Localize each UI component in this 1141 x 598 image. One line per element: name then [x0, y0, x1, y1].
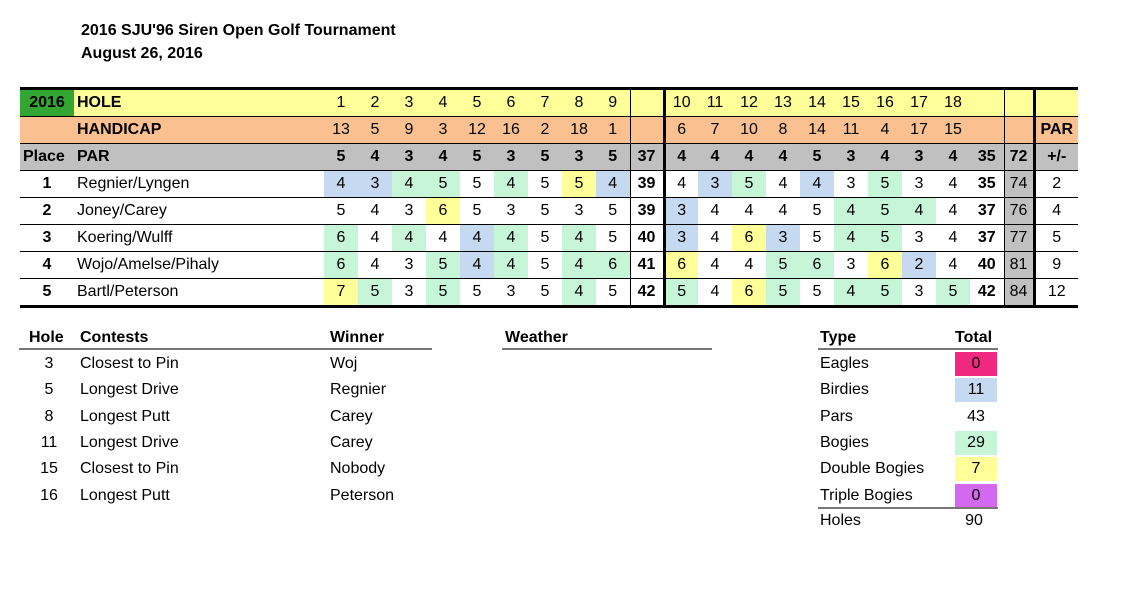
team-total: 74	[1004, 171, 1034, 198]
hole-score: 4	[562, 279, 596, 307]
team-row	[20, 198, 1078, 225]
hole-score: 6	[596, 252, 630, 279]
hole-score: 3	[494, 279, 528, 307]
hole-number: 12	[732, 89, 766, 117]
hole-score: 4	[392, 171, 426, 198]
hole-score: 6	[324, 252, 358, 279]
hole-score: 6	[868, 252, 902, 279]
team-diff: 2	[1034, 171, 1078, 198]
hole-score: 4	[766, 171, 800, 198]
handicap-blank	[20, 117, 74, 144]
hole-score: 3	[562, 198, 596, 225]
scorecard-table	[20, 87, 1078, 308]
hole-score: 5	[732, 171, 766, 198]
hole-number: 6	[494, 89, 528, 117]
hole-score: 5	[766, 279, 800, 307]
hole-row	[20, 89, 1078, 117]
hole-score: 3	[494, 198, 528, 225]
hole-score: 4	[358, 225, 392, 252]
handicap-value: 11	[834, 117, 868, 144]
contest-winner: Woj	[330, 355, 358, 372]
contest-name: Closest to Pin	[80, 460, 179, 478]
hole-score: 4	[358, 198, 392, 225]
team-place: 1	[20, 171, 74, 198]
hole-score: 5	[460, 171, 494, 198]
summary-type: Eagles	[820, 355, 869, 372]
handicap-value: 7	[698, 117, 732, 144]
hole-score: 4	[562, 225, 596, 252]
hole-score: 5	[936, 279, 970, 307]
hole-score: 3	[392, 252, 426, 279]
hole-score: 5	[766, 252, 800, 279]
hole-score: 4	[698, 225, 732, 252]
hole-score: 5	[358, 279, 392, 307]
holes-label: Holes	[820, 512, 861, 529]
par-value: 5	[324, 144, 358, 171]
hole-score: 5	[800, 279, 834, 307]
hole-score: 5	[528, 171, 562, 198]
team-front-total: 41	[630, 252, 664, 279]
hole-score: 4	[732, 198, 766, 225]
par-value: 3	[562, 144, 596, 171]
handicap-value: 8	[766, 117, 800, 144]
contests-winner-header: Winner	[330, 329, 385, 346]
hole-score: 5	[664, 279, 698, 307]
hole-score: 5	[596, 225, 630, 252]
hole-score: 4	[460, 252, 494, 279]
handicap-value: 18	[562, 117, 596, 144]
summary-type: Birdies	[820, 381, 869, 399]
hole-score: 5	[460, 198, 494, 225]
front-total-blank	[630, 117, 664, 144]
hole-score: 4	[324, 171, 358, 198]
handicap-value: 2	[528, 117, 562, 144]
hole-score: 3	[834, 252, 868, 279]
contest-winner: Nobody	[330, 460, 386, 478]
hole-score: 5	[562, 171, 596, 198]
par-value: 5	[596, 144, 630, 171]
team-front-total: 40	[630, 225, 664, 252]
summary-divider	[818, 348, 998, 350]
hole-score: 5	[800, 198, 834, 225]
handicap-row	[20, 117, 1078, 144]
team-name: Bartl/Peterson	[74, 279, 324, 307]
hole-number: 11	[698, 89, 732, 117]
hole-score: 3	[902, 171, 936, 198]
summary-total: 29	[955, 431, 997, 455]
handicap-label: HANDICAP	[74, 117, 324, 144]
hole-score: 3	[698, 171, 732, 198]
hole-number: 17	[902, 89, 936, 117]
hole-number: 7	[528, 89, 562, 117]
par-value: 3	[392, 144, 426, 171]
holes-total: 90	[965, 512, 983, 529]
hole-score: 6	[732, 279, 766, 307]
hole-score: 5	[528, 279, 562, 307]
team-diff: 9	[1034, 252, 1078, 279]
hole-number: 5	[460, 89, 494, 117]
team-place: 3	[20, 225, 74, 252]
contest-hole: 16	[40, 486, 58, 504]
par-value: 4	[732, 144, 766, 171]
contest-winner: Carey	[330, 407, 373, 425]
team-row	[20, 279, 1078, 307]
hole-score: 3	[392, 279, 426, 307]
hole-score: 5	[868, 279, 902, 307]
handicap-value: 12	[460, 117, 494, 144]
hole-score: 5	[528, 225, 562, 252]
hole-number: 3	[392, 89, 426, 117]
team-place: 4	[20, 252, 74, 279]
team-back-total: 37	[970, 225, 1004, 252]
team-name: Wojo/Amelse/Pihaly	[74, 252, 324, 279]
hole-score: 2	[902, 252, 936, 279]
plusminus-header: +/-	[1034, 144, 1078, 171]
par-value: 5	[460, 144, 494, 171]
hole-score: 6	[800, 252, 834, 279]
team-front-total: 39	[630, 198, 664, 225]
hole-score: 5	[868, 171, 902, 198]
summary-total-divider	[818, 507, 998, 509]
hole-score: 4	[494, 225, 528, 252]
summary-type-header: Type	[820, 329, 857, 346]
hole-score: 3	[834, 171, 868, 198]
back-total-blank	[970, 89, 1004, 117]
summary-type: Triple Bogies	[820, 486, 913, 504]
hole-number: 14	[800, 89, 834, 117]
hole-score: 5	[800, 225, 834, 252]
hole-score: 4	[698, 252, 732, 279]
handicap-value: 6	[664, 117, 698, 144]
hole-score: 4	[358, 252, 392, 279]
handicap-value: 14	[800, 117, 834, 144]
hole-score: 4	[834, 225, 868, 252]
hole-score: 4	[494, 171, 528, 198]
hole-score: 4	[494, 252, 528, 279]
team-total: 76	[1004, 198, 1034, 225]
hole-score: 3	[358, 171, 392, 198]
hole-score: 3	[902, 279, 936, 307]
hole-score: 6	[664, 252, 698, 279]
back-total-blank	[970, 117, 1004, 144]
hole-number: 4	[426, 89, 460, 117]
hole-score: 5	[528, 252, 562, 279]
team-row	[20, 171, 1078, 198]
hole-number: 1	[324, 89, 358, 117]
hole-score: 3	[664, 225, 698, 252]
hole-number: 13	[766, 89, 800, 117]
handicap-value: 9	[392, 117, 426, 144]
par-back-total: 35	[970, 144, 1004, 171]
hole-score: 6	[324, 225, 358, 252]
contest-winner: Carey	[330, 433, 373, 451]
hole-score: 4	[936, 198, 970, 225]
handicap-value: 10	[732, 117, 766, 144]
par-value: 4	[868, 144, 902, 171]
contest-name: Longest Putt	[80, 486, 170, 504]
hole-score: 3	[766, 225, 800, 252]
hole-score: 4	[732, 252, 766, 279]
hole-number: 8	[562, 89, 596, 117]
handicap-value: 15	[936, 117, 970, 144]
hole-number: 9	[596, 89, 630, 117]
hole-score: 4	[834, 198, 868, 225]
par-header: PAR	[1034, 117, 1078, 144]
hole-score: 4	[902, 198, 936, 225]
team-name: Joney/Carey	[74, 198, 324, 225]
par-value: 5	[800, 144, 834, 171]
grand-total-blank	[1004, 117, 1034, 144]
weather-header: Weather	[505, 329, 568, 346]
contest-winner: Peterson	[330, 486, 395, 504]
team-total: 77	[1004, 225, 1034, 252]
summary-total-header: Total	[955, 329, 993, 346]
par-front-total: 37	[630, 144, 664, 171]
contest-hole: 11	[40, 433, 58, 451]
par-value: 4	[664, 144, 698, 171]
hole-score: 3	[392, 198, 426, 225]
hole-score: 4	[936, 252, 970, 279]
team-diff: 5	[1034, 225, 1078, 252]
summary-total: 7	[955, 457, 997, 481]
contests-name-header: Contests	[80, 329, 149, 346]
hole-score: 7	[324, 279, 358, 307]
hole-score: 5	[426, 171, 460, 198]
hole-score: 5	[426, 279, 460, 307]
hole-score: 5	[460, 279, 494, 307]
handicap-value: 3	[426, 117, 460, 144]
team-back-total: 35	[970, 171, 1004, 198]
handicap-value: 16	[494, 117, 528, 144]
year-cell: 2016	[20, 89, 74, 117]
contest-hole: 3	[44, 355, 54, 372]
team-name: Koering/Wulff	[74, 225, 324, 252]
team-back-total: 37	[970, 198, 1004, 225]
hole-score: 5	[528, 198, 562, 225]
handicap-value: 1	[596, 117, 630, 144]
hole-score: 4	[936, 225, 970, 252]
hole-score: 5	[426, 252, 460, 279]
tournament-date: August 26, 2016	[81, 45, 203, 62]
team-row	[20, 252, 1078, 279]
contest-name: Longest Drive	[80, 433, 179, 451]
team-name: Regnier/Lyngen	[74, 171, 324, 198]
hole-score: 4	[936, 171, 970, 198]
hole-score: 5	[868, 198, 902, 225]
front-total-blank	[630, 89, 664, 117]
team-place: 5	[20, 279, 74, 307]
contest-hole: 15	[40, 460, 58, 478]
handicap-value: 13	[324, 117, 358, 144]
team-total: 84	[1004, 279, 1034, 307]
summary-total: 0	[955, 352, 997, 376]
weather-divider	[502, 348, 712, 350]
hole-score: 5	[596, 198, 630, 225]
hole-number: 16	[868, 89, 902, 117]
team-place: 2	[20, 198, 74, 225]
hole-score: 5	[324, 198, 358, 225]
par-value: 4	[358, 144, 392, 171]
summary-total: 11	[955, 378, 997, 402]
team-diff: 4	[1034, 198, 1078, 225]
hole-label: HOLE	[74, 89, 324, 117]
hole-score: 4	[392, 225, 426, 252]
summary-total: 0	[955, 484, 997, 508]
team-front-total: 42	[630, 279, 664, 307]
par-value: 5	[528, 144, 562, 171]
hole-number: 10	[664, 89, 698, 117]
hole-score: 3	[664, 198, 698, 225]
hole-score: 4	[698, 198, 732, 225]
contest-hole: 5	[44, 381, 54, 399]
team-row	[20, 225, 1078, 252]
contest-name: Longest Drive	[80, 381, 179, 399]
contests-divider	[19, 348, 432, 350]
contest-name: Closest to Pin	[80, 355, 179, 372]
place-label: Place	[20, 144, 74, 171]
team-front-total: 39	[630, 171, 664, 198]
par-value: 4	[766, 144, 800, 171]
hole-score: 5	[596, 279, 630, 307]
hole-score: 6	[732, 225, 766, 252]
team-back-total: 42	[970, 279, 1004, 307]
hole-score: 4	[426, 225, 460, 252]
team-total: 81	[1004, 252, 1034, 279]
par-row	[20, 144, 1078, 171]
hole-number: 2	[358, 89, 392, 117]
hole-score: 4	[698, 279, 732, 307]
par-value: 4	[698, 144, 732, 171]
summary-total: 43	[967, 407, 985, 425]
hole-score: 4	[460, 225, 494, 252]
team-back-total: 40	[970, 252, 1004, 279]
hole-number: 15	[834, 89, 868, 117]
contest-winner: Regnier	[330, 381, 387, 399]
handicap-value: 17	[902, 117, 936, 144]
hole-score: 4	[834, 279, 868, 307]
handicap-value: 5	[358, 117, 392, 144]
hole-score: 5	[868, 225, 902, 252]
par-grand-total: 72	[1004, 144, 1034, 171]
par-label: PAR	[74, 144, 324, 171]
hole-score: 4	[766, 198, 800, 225]
hole-number: 18	[936, 89, 970, 117]
diff-blank	[1034, 89, 1078, 117]
summary-type: Double Bogies	[820, 460, 925, 478]
summary-type: Bogies	[820, 433, 869, 451]
team-diff: 12	[1034, 279, 1078, 307]
par-value: 3	[494, 144, 528, 171]
par-value: 3	[902, 144, 936, 171]
contests-hole-header: Hole	[29, 329, 64, 346]
hole-score: 6	[426, 198, 460, 225]
handicap-value: 4	[868, 117, 902, 144]
par-value: 4	[936, 144, 970, 171]
par-value: 4	[426, 144, 460, 171]
hole-score: 3	[902, 225, 936, 252]
hole-score: 4	[800, 171, 834, 198]
hole-score: 4	[596, 171, 630, 198]
tournament-title: 2016 SJU'96 Siren Open Golf Tournament	[81, 22, 396, 39]
par-value: 3	[834, 144, 868, 171]
hole-score: 4	[562, 252, 596, 279]
grand-total-blank	[1004, 89, 1034, 117]
hole-score: 4	[664, 171, 698, 198]
contest-name: Longest Putt	[80, 407, 170, 425]
contest-hole: 8	[44, 407, 54, 425]
summary-type: Pars	[820, 407, 853, 425]
